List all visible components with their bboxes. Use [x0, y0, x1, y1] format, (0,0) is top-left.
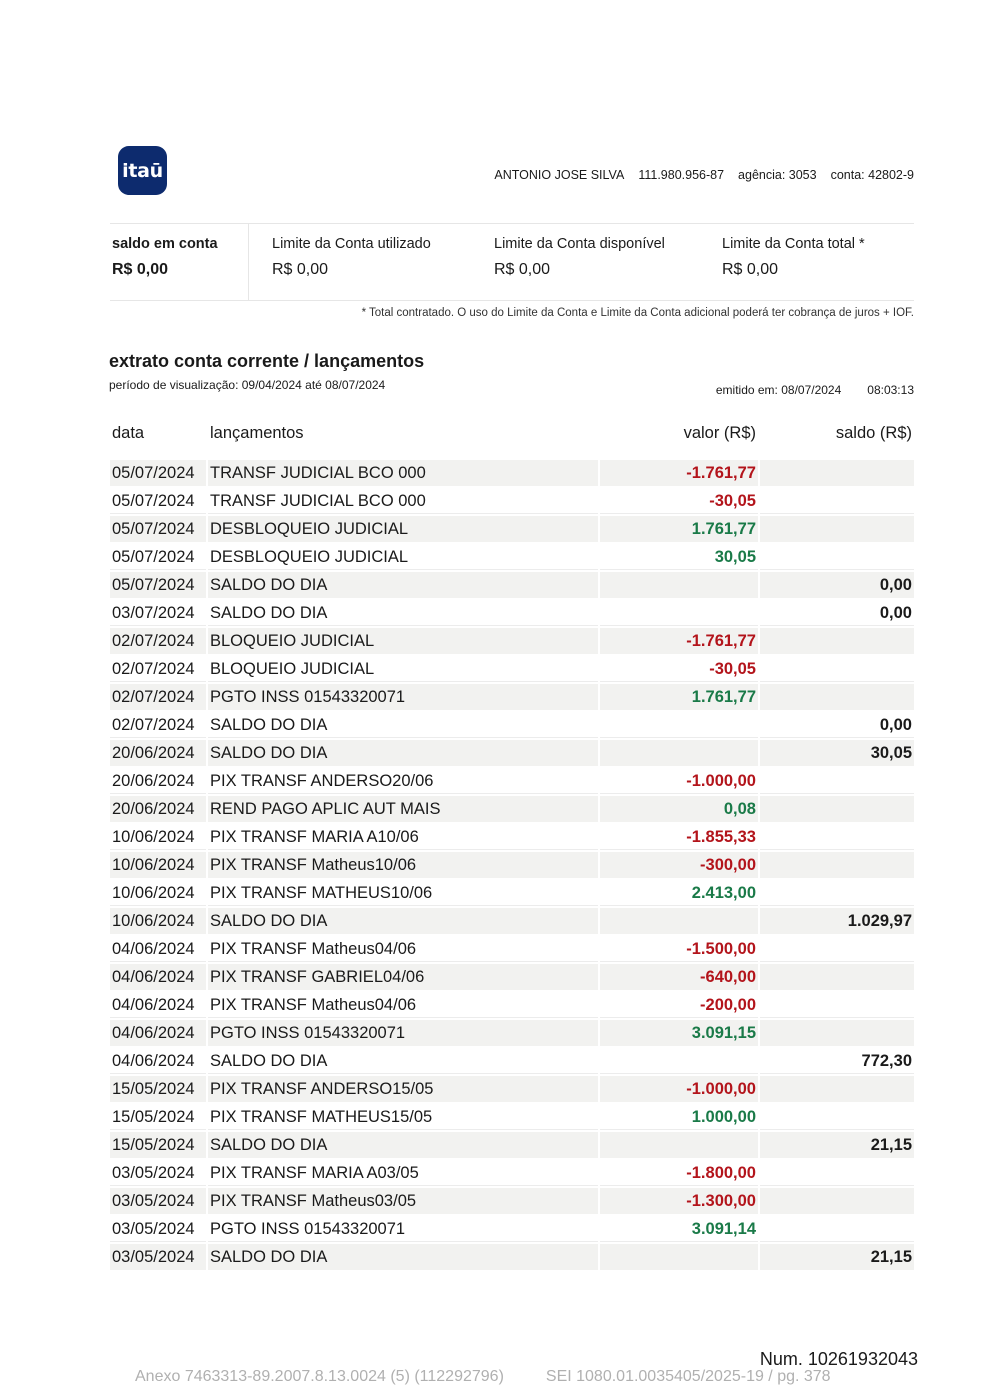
table-row — [110, 824, 914, 852]
summary-label: Limite da Conta total * — [722, 236, 865, 252]
table-row — [110, 1076, 914, 1104]
row-description: PIX TRANSF ANDERSO20/06 — [208, 768, 598, 794]
table-row — [110, 460, 914, 488]
table-row — [110, 992, 914, 1020]
row-description: PGTO INSS 01543320071 — [208, 684, 598, 710]
row-value: -200,00 — [600, 992, 758, 1018]
table-row — [110, 1020, 914, 1048]
client-agencia: agência: 3053 — [738, 168, 817, 182]
table-row — [110, 684, 914, 712]
table-row — [110, 488, 914, 516]
row-balance — [760, 516, 914, 542]
row-description: SALDO DO DIA — [208, 1244, 598, 1270]
row-balance — [760, 628, 914, 654]
row-date: 15/05/2024 — [110, 1104, 206, 1130]
row-description: PIX TRANSF MATHEUS10/06 — [208, 880, 598, 906]
statement-title: extrato conta corrente / lançamentos — [109, 351, 425, 371]
row-balance — [760, 1104, 914, 1130]
row-date: 04/06/2024 — [110, 992, 206, 1018]
row-date: 20/06/2024 — [110, 740, 206, 766]
row-description: SALDO DO DIA — [208, 740, 598, 766]
balance-summary — [110, 224, 914, 300]
row-date: 10/06/2024 — [110, 908, 206, 934]
row-description: SALDO DO DIA — [208, 908, 598, 934]
annex-reference: Anexo 7463313-89.2007.8.13.0024 (5) (112292796) — [135, 1368, 504, 1385]
row-date: 05/07/2024 — [110, 488, 206, 514]
emitted-date: emitido em: 08/07/2024 — [715, 383, 842, 397]
summary-limite-total — [722, 224, 865, 300]
row-value: -1.000,00 — [600, 768, 758, 794]
row-description: SALDO DO DIA — [208, 572, 598, 598]
row-description: TRANSF JUDICIAL BCO 000 — [208, 460, 598, 486]
row-description: PIX TRANSF MARIA A10/06 — [208, 824, 598, 850]
row-value — [600, 1132, 758, 1158]
row-date: 05/07/2024 — [110, 572, 206, 598]
row-value: 2.413,00 — [600, 880, 758, 906]
row-balance — [760, 488, 914, 514]
row-date: 03/07/2024 — [110, 600, 206, 626]
row-balance: 772,30 — [760, 1048, 914, 1074]
row-description: SALDO DO DIA — [208, 712, 598, 738]
table-row — [110, 600, 914, 628]
row-value: -1.761,77 — [600, 628, 758, 654]
itau-logo-text: itaū — [122, 159, 163, 182]
row-value: 30,05 — [600, 544, 758, 570]
row-value: 3.091,14 — [600, 1216, 758, 1242]
row-date: 02/07/2024 — [110, 628, 206, 654]
row-balance — [760, 656, 914, 682]
row-description: PIX TRANSF Matheus03/05 — [208, 1188, 598, 1214]
row-value — [600, 1048, 758, 1074]
row-description: SALDO DO DIA — [208, 600, 598, 626]
row-balance: 21,15 — [760, 1244, 914, 1270]
row-description: PIX TRANSF Matheus04/06 — [208, 992, 598, 1018]
row-value: 3.091,15 — [600, 1020, 758, 1046]
table-row — [110, 936, 914, 964]
row-balance — [760, 1020, 914, 1046]
row-date: 02/07/2024 — [110, 684, 206, 710]
row-balance — [760, 684, 914, 710]
row-date: 04/06/2024 — [110, 1048, 206, 1074]
row-value: -1.761,77 — [600, 460, 758, 486]
table-row — [110, 656, 914, 684]
row-description: PIX TRANSF Matheus10/06 — [208, 852, 598, 878]
row-balance — [760, 544, 914, 570]
row-description: PIX TRANSF Matheus04/06 — [208, 936, 598, 962]
row-value: -1.300,00 — [600, 1188, 758, 1214]
row-balance — [760, 824, 914, 850]
summary-value: R$ 0,00 — [112, 261, 169, 278]
table-row — [110, 572, 914, 600]
row-value: -1.500,00 — [600, 936, 758, 962]
row-value — [600, 600, 758, 626]
row-description: PIX TRANSF GABRIEL04/06 — [208, 964, 598, 990]
summary-value: R$ 0,00 — [272, 261, 329, 278]
row-balance — [760, 964, 914, 990]
row-value — [600, 572, 758, 598]
summary-limite-utilizado — [272, 224, 431, 300]
row-value: 1.761,77 — [600, 516, 758, 542]
row-date: 04/06/2024 — [110, 964, 206, 990]
row-value — [600, 908, 758, 934]
row-date: 03/05/2024 — [110, 1244, 206, 1270]
row-balance: 21,15 — [760, 1132, 914, 1158]
table-row — [110, 964, 914, 992]
client-name: ANTONIO JOSE SILVA — [494, 168, 625, 182]
itau-logo — [118, 146, 167, 195]
row-description: BLOQUEIO JUDICIAL — [208, 628, 598, 654]
row-value: -1.000,00 — [600, 1076, 758, 1102]
row-balance — [760, 796, 914, 822]
table-row — [110, 1160, 914, 1188]
table-row — [110, 796, 914, 824]
summary-divider — [248, 224, 249, 300]
table-row — [110, 516, 914, 544]
header-value: valor (R$) — [683, 424, 756, 442]
row-date: 02/07/2024 — [110, 656, 206, 682]
document-number: Num. 10261932043 — [759, 1349, 918, 1369]
row-balance — [760, 852, 914, 878]
row-value: 1.761,77 — [600, 684, 758, 710]
table-row — [110, 1132, 914, 1160]
row-balance: 0,00 — [760, 600, 914, 626]
row-date: 10/06/2024 — [110, 824, 206, 850]
summary-value: R$ 0,00 — [494, 261, 551, 278]
row-description: TRANSF JUDICIAL BCO 000 — [208, 488, 598, 514]
summary-value: R$ 0,00 — [722, 261, 779, 278]
row-balance — [760, 1216, 914, 1242]
row-date: 03/05/2024 — [110, 1216, 206, 1242]
table-row — [110, 880, 914, 908]
row-value: 1.000,00 — [600, 1104, 758, 1130]
table-row — [110, 908, 914, 936]
row-description: PIX TRANSF MARIA A03/05 — [208, 1160, 598, 1186]
row-value — [600, 740, 758, 766]
row-date: 20/06/2024 — [110, 768, 206, 794]
row-date: 20/06/2024 — [110, 796, 206, 822]
client-cpf: 111.980.956-87 — [638, 168, 725, 182]
table-row — [110, 1216, 914, 1244]
row-date: 10/06/2024 — [110, 880, 206, 906]
row-description: REND PAGO APLIC AUT MAIS — [208, 796, 598, 822]
transactions-table — [110, 460, 914, 1272]
row-description: PGTO INSS 01543320071 — [208, 1216, 598, 1242]
summary-saldo — [112, 224, 218, 300]
header-desc: lançamentos — [210, 424, 304, 442]
row-date: 03/05/2024 — [110, 1188, 206, 1214]
summary-label: saldo em conta — [112, 236, 218, 252]
row-balance — [760, 1188, 914, 1214]
statement-period: período de visualização: 09/04/2024 até 08/07/2024 — [109, 378, 386, 392]
table-row — [110, 768, 914, 796]
row-description: DESBLOQUEIO JUDICIAL — [208, 516, 598, 542]
divider — [110, 300, 914, 301]
row-date: 04/06/2024 — [110, 1020, 206, 1046]
table-row — [110, 712, 914, 740]
header-date: data — [112, 424, 145, 442]
table-row — [110, 1048, 914, 1076]
row-description: PIX TRANSF ANDERSO15/05 — [208, 1076, 598, 1102]
row-balance — [760, 936, 914, 962]
row-balance — [760, 1076, 914, 1102]
table-row — [110, 1188, 914, 1216]
row-value — [600, 712, 758, 738]
client-info — [494, 168, 914, 182]
table-header — [110, 424, 914, 444]
row-description: PGTO INSS 01543320071 — [208, 1020, 598, 1046]
table-row — [110, 1244, 914, 1272]
row-balance — [760, 992, 914, 1018]
row-date: 04/06/2024 — [110, 936, 206, 962]
row-description: DESBLOQUEIO JUDICIAL — [208, 544, 598, 570]
table-row — [110, 628, 914, 656]
row-balance — [760, 768, 914, 794]
row-date: 05/07/2024 — [110, 516, 206, 542]
header-balance: saldo (R$) — [835, 424, 912, 442]
row-value: -300,00 — [600, 852, 758, 878]
row-description: PIX TRANSF MATHEUS15/05 — [208, 1104, 598, 1130]
row-value: 0,08 — [600, 796, 758, 822]
row-date: 15/05/2024 — [110, 1076, 206, 1102]
row-value — [600, 1244, 758, 1270]
row-balance — [760, 880, 914, 906]
sei-reference: SEI 1080.01.0035405/2025-19 / pg. 378 — [545, 1368, 831, 1385]
emitted-time: 08:03:13 — [867, 383, 914, 397]
table-row — [110, 852, 914, 880]
row-date: 10/06/2024 — [110, 852, 206, 878]
row-balance: 1.029,97 — [760, 908, 914, 934]
table-row — [110, 740, 914, 768]
summary-label: Limite da Conta disponível — [494, 236, 665, 252]
row-balance — [760, 1160, 914, 1186]
summary-label: Limite da Conta utilizado — [272, 236, 431, 252]
statement-emitted — [716, 383, 914, 397]
row-value: -30,05 — [600, 656, 758, 682]
row-description: BLOQUEIO JUDICIAL — [208, 656, 598, 682]
row-date: 05/07/2024 — [110, 544, 206, 570]
limit-footnote: * Total contratado. O uso do Limite da Conta e Limite da Conta adicional poderá ter cobrança de juros + IOF. — [361, 307, 914, 319]
row-date: 03/05/2024 — [110, 1160, 206, 1186]
annex-footer — [135, 1368, 831, 1386]
summary-limite-disponivel — [494, 224, 665, 300]
row-description: SALDO DO DIA — [208, 1048, 598, 1074]
row-balance: 30,05 — [760, 740, 914, 766]
row-date: 02/07/2024 — [110, 712, 206, 738]
table-row — [110, 1104, 914, 1132]
row-balance: 0,00 — [760, 572, 914, 598]
row-value: -30,05 — [600, 488, 758, 514]
row-balance: 0,00 — [760, 712, 914, 738]
row-date: 15/05/2024 — [110, 1132, 206, 1158]
row-value: -1.800,00 — [600, 1160, 758, 1186]
row-balance — [760, 460, 914, 486]
client-conta: conta: 42802-9 — [830, 168, 914, 182]
row-description: SALDO DO DIA — [208, 1132, 598, 1158]
row-date: 05/07/2024 — [110, 460, 206, 486]
row-value: -1.855,33 — [600, 824, 758, 850]
row-value: -640,00 — [600, 964, 758, 990]
table-row — [110, 544, 914, 572]
